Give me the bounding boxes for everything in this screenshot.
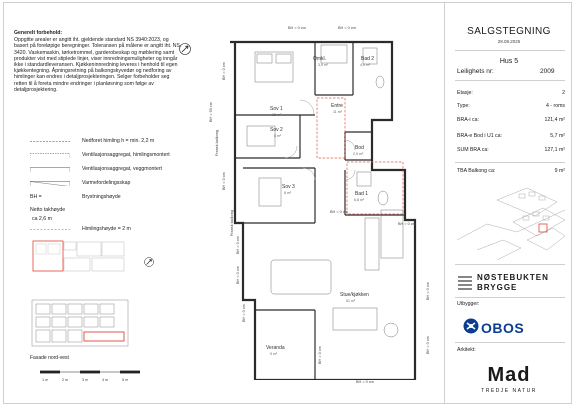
room-area-entre: 11 m²	[333, 110, 342, 114]
project-brand	[457, 271, 565, 293]
room-area-omkl: 3,9 m²	[318, 63, 329, 67]
annotation-bh0: BH = 0 cm	[236, 236, 240, 254]
legend-label: Nedforet himling h = min. 2,2 m	[82, 138, 155, 144]
legend-label: Brystningshøyde	[82, 194, 121, 200]
legend-row-nedforet	[30, 138, 210, 146]
title-block	[444, 2, 572, 404]
spec-row-type: Type: 4 - roms	[457, 103, 565, 109]
legend-row-bh	[30, 194, 210, 202]
north-arrow-small-icon	[143, 256, 155, 268]
annotation-fransk: Fransk balkong	[230, 210, 234, 236]
annotation-bh0: BH = 0 cm	[236, 266, 240, 284]
building-label: Hus 5	[499, 58, 519, 65]
room-area-bod: 2,9 m²	[353, 152, 364, 156]
drawing-title: SALGSTEGNING	[467, 26, 551, 37]
legend-key: BH =	[30, 194, 42, 200]
legend-label: Ventilasjonsaggregat, veggmontert	[82, 166, 162, 172]
apartment-number-value: 2009	[540, 68, 555, 75]
architect-label: Arkitekt:	[457, 347, 476, 353]
architect-name: TREDJE NATUR	[481, 388, 537, 394]
legend-row-varme	[30, 180, 210, 188]
annotation-bh0: BH = 0 cm	[338, 26, 356, 30]
annotation-bh0: BH = 0 cm	[426, 336, 430, 354]
annotation-bh0: BH = 0 cm	[242, 304, 246, 322]
legend-row-vent-vegg	[30, 166, 210, 174]
notes-body: Oppgitte arealer er angitt iht. gjeldende standard NS 3940:2023, og basert på foreløpige beregninger. Toleransen på målene er angitt iht. NS 3420. Vaskemaskin, tørketrommel, garderobeskap og møblering samt produkter vist med stiplede linjer, viser innredningsmuligheter og inngår ikke i standardleveransen. Kjøkkeninnredning leveres i henhold til egen kjøkkentegning. Åpningsretning på balkongskyvedør og nedforing av himlinger kan endres i detaljprosjekteringen. Selger forbeholder seg retten til å foreta mindre endringer i planløsning som følge av detaljprosjektering.	[14, 37, 181, 93]
room-area-sov2: 8 m²	[274, 134, 282, 138]
annotation-bh0: BH = 0 cm	[222, 172, 226, 190]
legend-key: Netto takhøyde	[30, 207, 66, 213]
room-label-stue: Stue/kjøkken	[340, 292, 369, 298]
brand-logo-icon	[457, 273, 473, 291]
spec-row-balkong: TBA Balkong ca: 9 m²	[457, 168, 565, 174]
brand-name-1: NØSTEBUKTEN	[477, 273, 549, 282]
room-area-bad1: 6,8 m²	[354, 198, 365, 202]
room-label-veranda: Veranda	[266, 345, 285, 351]
room-label-bad2: Bad 2	[361, 56, 375, 62]
scale-label: 3 m	[82, 378, 89, 382]
floor-plan	[215, 40, 437, 380]
annotation-bh0: BH = 0 cm	[398, 222, 416, 226]
site-map	[457, 180, 565, 260]
facade-caption: Fasade nord-vest	[30, 355, 69, 361]
room-label-sov1: Sov 1	[270, 106, 283, 112]
spec-row-etasje: Etasje: 2	[457, 90, 565, 96]
room-label-omkl: Omkl.	[313, 56, 327, 62]
north-arrow-icon	[178, 42, 192, 56]
legend-row-vent-himling	[30, 152, 210, 160]
developer-label: Utbygger:	[457, 301, 480, 307]
legend-label: Varmefordelingsskap	[82, 180, 131, 186]
room-label-bad1: Bad 1	[355, 191, 369, 197]
room-area-bad2: 4,9 m²	[360, 63, 371, 67]
drawing-date: 28.08.2025	[497, 39, 521, 44]
architect-logo-text: Mad	[487, 364, 531, 386]
legend-row-himling	[30, 226, 210, 234]
brand-name-2: BRYGGE	[477, 283, 518, 292]
annotation-bh0: BH = 0 cm	[356, 380, 374, 384]
room-label-sov2: Sov 2	[270, 127, 283, 133]
room-label-entre: Entre	[331, 103, 343, 109]
spec-row-bra-i: BRA-i ca: 121,4 m²	[457, 117, 565, 123]
annotation-bh0: BH = 0 cm	[426, 282, 430, 300]
legend-value: ca 2,6 m	[32, 216, 52, 222]
annotation-bh0: BH = 0 cm	[288, 26, 306, 30]
apartment-number-label: Leilighets nr:	[457, 68, 494, 75]
spec-row-sum: SUM BRA ca: 127,1 m²	[457, 147, 565, 153]
scale-label: 4 m	[102, 378, 109, 382]
developer-logo-text: OBOS	[481, 320, 525, 336]
general-notes	[14, 30, 184, 93]
obos-logo-icon	[463, 318, 479, 334]
scale-label: 2 m	[62, 378, 69, 382]
annotation-bh0: BH = 0 cm	[222, 62, 226, 80]
annotation-bh90: BH = 90 cm	[209, 102, 213, 122]
scale-label: 5 m	[122, 378, 129, 382]
spec-row-bra-e: BRA-e Bod i U1 ca: 5,7 m²	[457, 133, 565, 139]
legend-label: Ventilasjonsaggregat, himlingsmontert	[82, 152, 170, 158]
legend-row-netto	[30, 207, 210, 215]
room-area-stue: 51 m²	[346, 299, 356, 303]
room-label-bod: Bod	[355, 145, 364, 151]
legend-label: Himlingshøyde = 2 m	[82, 226, 131, 232]
room-area-veranda: 9 m²	[270, 352, 278, 356]
room-area-sov3: 8 m²	[284, 191, 292, 195]
annotation-bh0: BH = 0 cm	[330, 210, 348, 214]
legend-row-netto-val	[30, 216, 210, 224]
scale-label: 1 m	[42, 378, 49, 382]
notes-heading: Generelt forbehold:	[14, 30, 63, 36]
scale-bar	[40, 368, 150, 376]
room-area-sov1: 15 m²	[272, 113, 282, 117]
annotation-bh0: BH = 0 cm	[318, 346, 322, 364]
key-plan-facade	[30, 298, 130, 348]
annotation-fransk: Fransk balkong	[215, 130, 219, 156]
room-label-sov3: Sov 3	[282, 184, 295, 190]
key-plan-upper	[30, 238, 130, 276]
